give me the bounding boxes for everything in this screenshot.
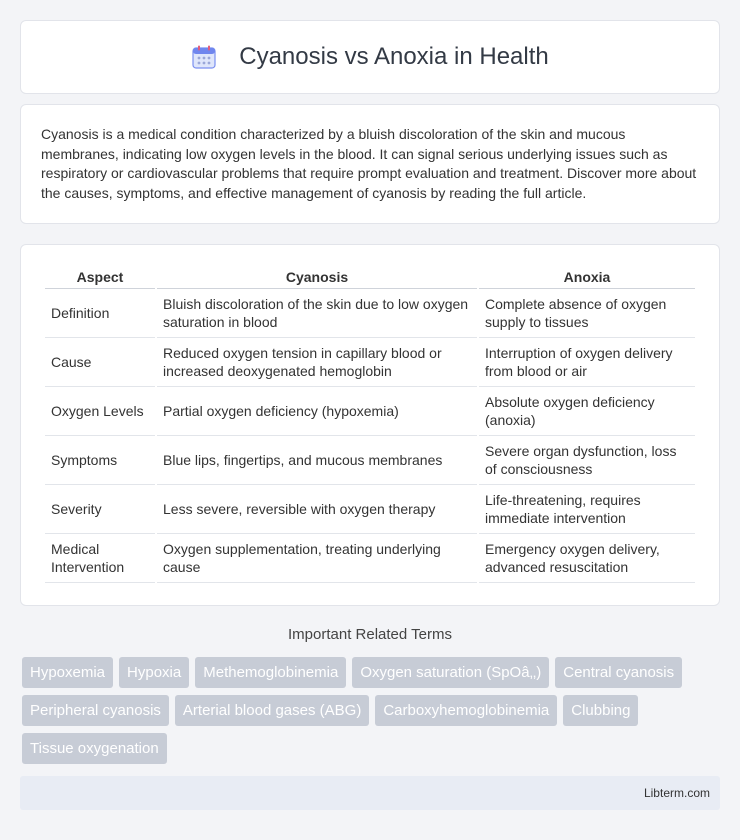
header-anoxia: Anoxia bbox=[479, 265, 695, 289]
cell-aspect: Cause bbox=[45, 338, 155, 387]
footer bbox=[20, 776, 720, 810]
term-tag[interactable]: Clubbing bbox=[563, 695, 638, 726]
cell-aspect: Symptoms bbox=[45, 436, 155, 485]
cell-anoxia: Severe organ dysfunction, loss of consciousness bbox=[479, 436, 695, 485]
table-header-row bbox=[45, 265, 695, 289]
cell-cyanosis: Reduced oxygen tension in capillary blood or increased deoxygenated hemoglobin bbox=[157, 338, 477, 387]
cell-aspect: Definition bbox=[45, 289, 155, 338]
table-row bbox=[45, 338, 695, 387]
term-tag[interactable]: Oxygen saturation (SpOâ‚‚) bbox=[352, 657, 549, 688]
cell-anoxia: Interruption of oxygen delivery from blood or air bbox=[479, 338, 695, 387]
term-tag[interactable]: Central cyanosis bbox=[555, 657, 682, 688]
cell-cyanosis: Blue lips, fingertips, and mucous membranes bbox=[157, 436, 477, 485]
term-tag[interactable]: Tissue oxygenation bbox=[22, 733, 167, 764]
comparison-table bbox=[43, 265, 697, 583]
header-aspect: Aspect bbox=[45, 265, 155, 289]
related-terms-list bbox=[22, 657, 722, 764]
cell-aspect: Medical Intervention bbox=[45, 534, 155, 583]
intro-text: Cyanosis is a medical condition characterized by a bluish discoloration of the skin and mucous membranes, indicating low oxygen levels in the blood. It can signal serious underlying issues such as respiratory or cardiovascular problems that require prompt evaluation and treatment. Discover more about the causes, symptoms, and effective management of cyanosis by reading the full article. bbox=[41, 126, 697, 201]
header-cyanosis: Cyanosis bbox=[157, 265, 477, 289]
cell-anoxia: Complete absence of oxygen supply to tissues bbox=[479, 289, 695, 338]
cell-cyanosis: Partial oxygen deficiency (hypoxemia) bbox=[157, 387, 477, 436]
page-header bbox=[20, 20, 720, 94]
term-tag[interactable]: Carboxyhemoglobinemia bbox=[375, 695, 557, 726]
page-title: Cyanosis vs Anoxia in Health bbox=[239, 43, 549, 70]
term-tag[interactable]: Methemoglobinemia bbox=[195, 657, 346, 688]
cell-anoxia: Life-threatening, requires immediate intervention bbox=[479, 485, 695, 534]
table-row bbox=[45, 534, 695, 583]
cell-cyanosis: Less severe, reversible with oxygen therapy bbox=[157, 485, 477, 534]
term-tag[interactable]: Hypoxia bbox=[119, 657, 189, 688]
footer-link[interactable]: Libterm.com bbox=[643, 786, 710, 800]
cell-aspect: Oxygen Levels bbox=[45, 387, 155, 436]
cell-anoxia: Absolute oxygen deficiency (anoxia) bbox=[479, 387, 695, 436]
intro-section bbox=[20, 104, 720, 224]
cell-cyanosis: Oxygen supplementation, treating underlying cause bbox=[157, 534, 477, 583]
cell-aspect: Severity bbox=[45, 485, 155, 534]
table-row bbox=[45, 485, 695, 534]
calendar-icon bbox=[191, 44, 217, 70]
table-row bbox=[45, 436, 695, 485]
related-terms-title: Important Related Terms bbox=[288, 626, 452, 643]
cell-anoxia: Emergency oxygen delivery, advanced resuscitation bbox=[479, 534, 695, 583]
term-tag[interactable]: Arterial blood gases (ABG) bbox=[175, 695, 369, 726]
term-tag[interactable]: Peripheral cyanosis bbox=[22, 695, 169, 726]
table-row bbox=[45, 289, 695, 338]
cell-cyanosis: Bluish discoloration of the skin due to low oxygen saturation in blood bbox=[157, 289, 477, 338]
term-tag[interactable]: Hypoxemia bbox=[22, 657, 113, 688]
table-row bbox=[45, 387, 695, 436]
comparison-section bbox=[20, 244, 720, 606]
